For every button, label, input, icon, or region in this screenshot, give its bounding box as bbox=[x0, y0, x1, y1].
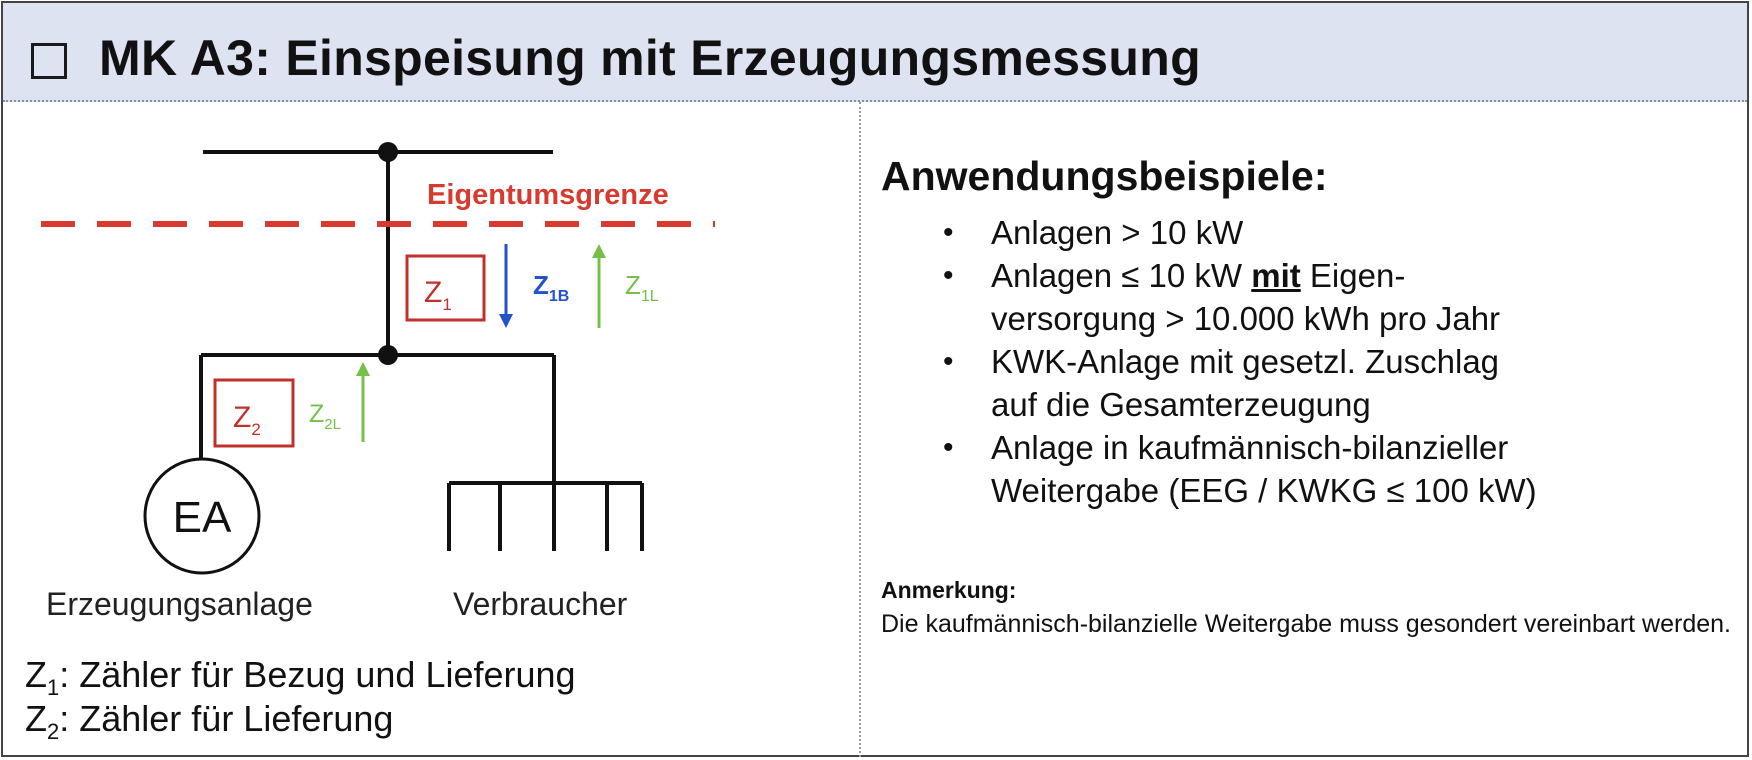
arrow-z1l-head bbox=[592, 244, 606, 258]
list-item: • KWK-Anlage mit gesetzl. Zuschlag auf die Gesamterzeugung bbox=[943, 340, 1537, 426]
arrow-z1b-head bbox=[499, 314, 513, 328]
arrow-z2l-head bbox=[356, 362, 370, 376]
bullet-icon: • bbox=[943, 259, 954, 292]
junction-bottom bbox=[378, 345, 398, 365]
checkbox[interactable] bbox=[31, 43, 67, 79]
note-title: Anmerkung: bbox=[881, 577, 1017, 603]
legend-z2: $Z_2$: Zähler für Lieferung bbox=[25, 698, 394, 745]
generator-caption: Erzeugungsanlage bbox=[46, 586, 313, 622]
bullet-icon: • bbox=[943, 345, 954, 378]
consumer-caption: Verbraucher bbox=[453, 586, 628, 622]
list-item: • Anlage in kaufmännisch-bilanzieller Weitergabe (EEG / KWKG ≤ 100 kW) bbox=[943, 426, 1537, 512]
note-text: Die kaufmännisch-bilanzielle Weitergabe muss gesondert vereinbart werden. bbox=[881, 610, 1731, 638]
bullet-icon: • bbox=[943, 216, 954, 249]
boundary-label: Eigentumsgrenze bbox=[427, 179, 669, 211]
junction-top bbox=[378, 142, 398, 162]
column-divider bbox=[859, 102, 861, 757]
legend-z1: $Z_1$: Zähler für Bezug und Lieferung bbox=[25, 654, 576, 701]
meter-z2-label: $Z_2$ bbox=[233, 401, 261, 439]
list-item: • Anlagen ≤ 10 kW mit Eigen- versorgung > 10.000 kWh pro Jahr bbox=[943, 254, 1537, 340]
list-item: • Anlagen > 10 kW bbox=[943, 211, 1537, 254]
bullet-icon: • bbox=[943, 431, 954, 464]
arrow-z1b-label: $Z_{1B}$ bbox=[533, 270, 570, 305]
arrow-z2l-label: $Z_{2L}$ bbox=[309, 400, 341, 433]
card-frame bbox=[1, 1, 1749, 757]
examples-list bbox=[943, 211, 1537, 512]
page-title: MK A3: Einspeisung mit Erzeugungsmessung bbox=[99, 30, 1201, 86]
metering-diagram bbox=[3, 102, 723, 662]
generator-label: EA bbox=[172, 493, 232, 542]
header-bar bbox=[3, 3, 1747, 102]
arrow-z1l-label: $Z_{1L}$ bbox=[625, 270, 659, 305]
examples-heading: Anwendungsbeispiele: bbox=[881, 153, 1328, 199]
meter-z1-label: $Z_1$ bbox=[424, 276, 452, 314]
